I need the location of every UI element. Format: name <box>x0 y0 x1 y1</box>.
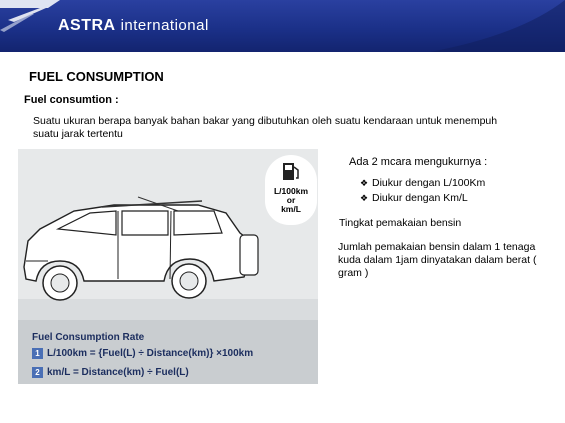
diamond-bullet-icon: ❖ <box>360 193 369 203</box>
fuel-figure <box>18 149 318 384</box>
method-bullet-2 <box>360 192 468 204</box>
method-bullet-2-text: Diukur dengan Km/L <box>372 192 468 204</box>
formula-1 <box>32 348 253 359</box>
fuel-pump-icon <box>281 161 301 183</box>
diamond-bullet-icon: ❖ <box>360 178 369 188</box>
formula-2-number: 2 <box>32 367 43 378</box>
subtitle: Fuel consumtion : <box>24 94 119 106</box>
astra-logo <box>58 17 209 35</box>
pump-label-2: or <box>286 195 296 205</box>
method-bullet-1-text: Diukur dengan L/100Km <box>372 177 486 189</box>
rate-title: Fuel Consumption Rate <box>32 332 145 343</box>
fuel-pump-badge <box>265 155 317 225</box>
tingkat-text: Tingkat pemakaian bensin <box>339 217 462 229</box>
page-title: FUEL CONSUMPTION <box>29 69 164 84</box>
jumlah-text: Jumlah pemakaian bensin dalam 1 tenaga kuda dalam 1jam dinyatakan dalam berat ( gram ) <box>338 241 537 279</box>
logo-bold: ASTRA <box>58 17 116 34</box>
formula-1-text: L/100km = {Fuel(L) ÷ Distance(km)} ×100km <box>47 348 254 359</box>
description: Suatu ukuran berapa banyak bahan bakar yang dibutuhkan oleh suatu kendaraan untuk menempuh suatu jarak tertentu <box>33 115 498 140</box>
pump-label-1: L/100km <box>273 186 309 196</box>
formula-1-number: 1 <box>32 348 43 359</box>
methods-title: Ada 2 mcara mengukurnya : <box>349 156 488 168</box>
logo-light: international <box>120 17 209 34</box>
formula-2-text: km/L = Distance(km) ÷ Fuel(L) <box>47 367 189 378</box>
method-bullet-1 <box>360 177 485 189</box>
formula-2 <box>32 367 189 378</box>
pump-label-3: km/L <box>281 204 301 214</box>
header-banner <box>0 0 565 52</box>
